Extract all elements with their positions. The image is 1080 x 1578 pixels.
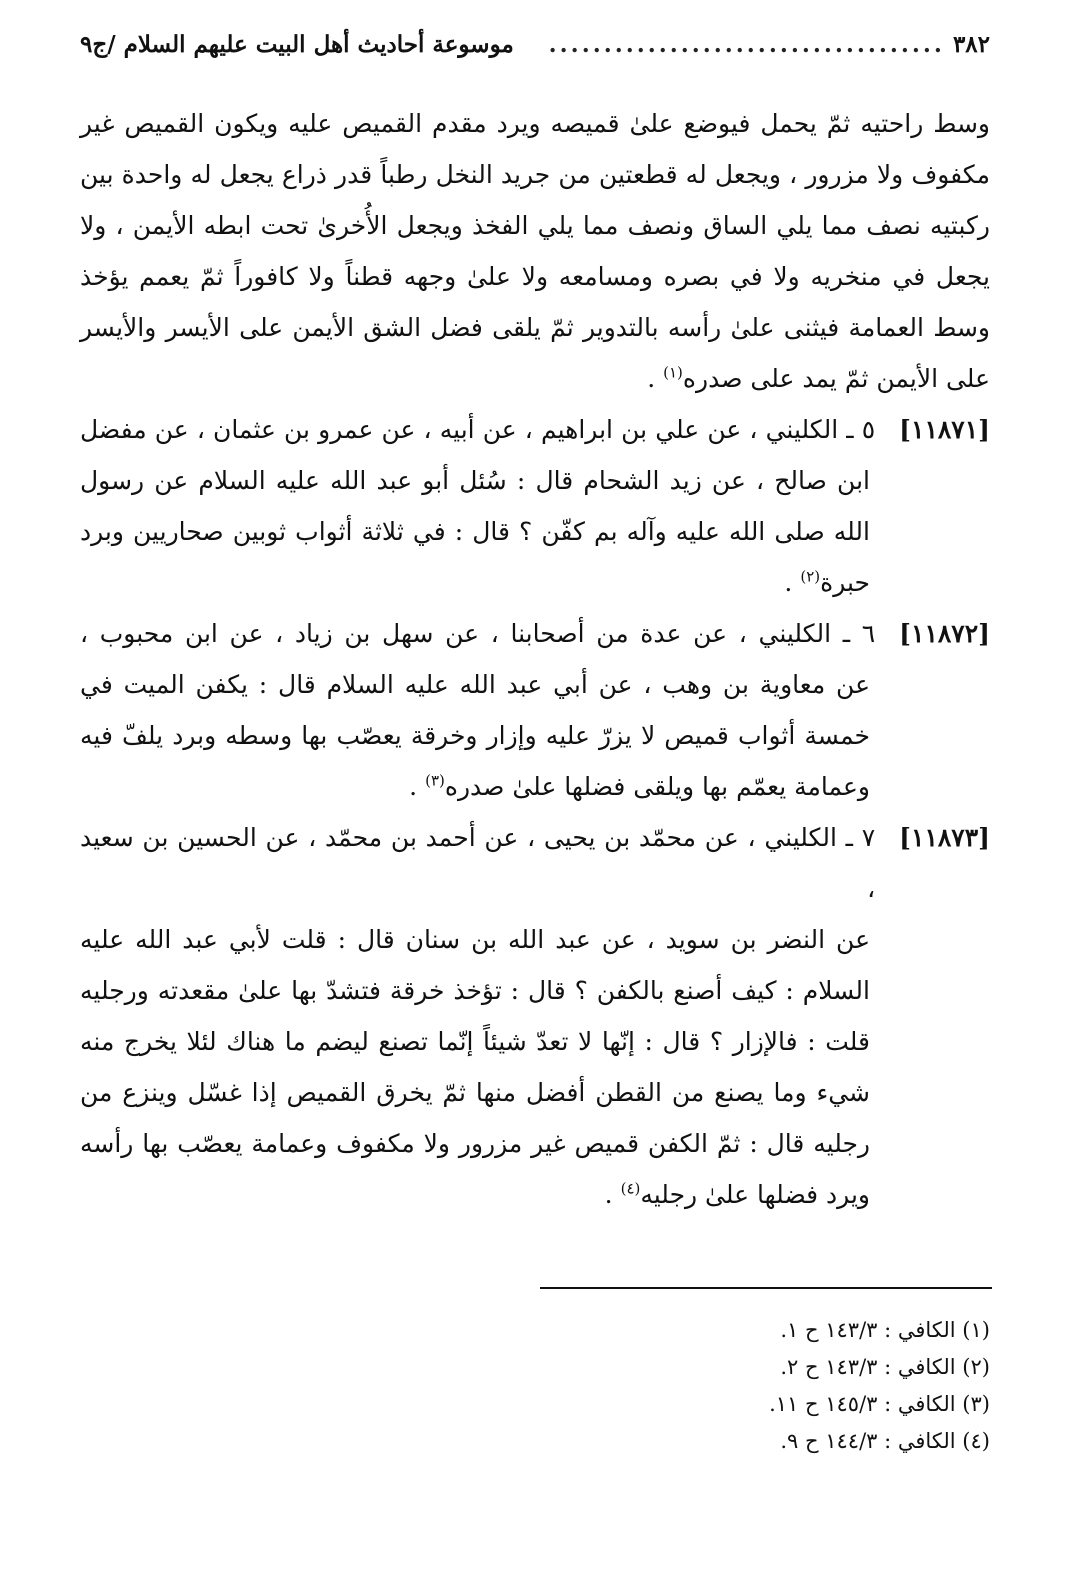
hadith-header-line xyxy=(80,608,990,659)
hadith-chain: ٥ ـ الكليني ، عن علي بن ابراهيم ، عن أبيه ، عن عمرو بن عثمان ، عن مفضل xyxy=(80,415,876,444)
hadith-text: عن النضر بن سويد ، عن عبد الله بن سنان قال : قلت لأبي عبد الله عليه السلام : كيف أصنع بالكفن ؟ قال : تؤخذ خرقة فتشدّ بها علىٰ مقعدته ورجليه قلت : فالإزار ؟ قال : إنّها لا تعدّ شيئاً إنّما تصنع ليضم ما هناك لئلا يخرج منه شيء وما يصنع من القطن أفضل منها ثمّ يخرق القميص إذا غسّل وينزع من رجليه قال : ثمّ الكفن قميص غير مزرور ولا مكفوف وعمامة يعصّب بها رأسه ويرد فضلها علىٰ رجليه xyxy=(80,925,870,1209)
hadith-number: [١١٨٧١] xyxy=(899,415,990,444)
hadith-entry xyxy=(80,404,990,608)
page-number: ٣٨٢ xyxy=(952,30,990,58)
footnote: (٤) الكافي : ١٤٤/٣ ح ٩. xyxy=(780,1429,990,1453)
continued-paragraph xyxy=(80,98,990,404)
hadith-entry xyxy=(80,608,990,812)
hadith-end: . xyxy=(409,772,418,801)
footnote-separator xyxy=(540,1287,992,1289)
hadith-chain: ٦ ـ الكليني ، عن عدة من أصحابنا ، عن سهل بن زياد ، عن ابن محبوب ، xyxy=(80,619,876,648)
hadith-entry xyxy=(80,812,990,1220)
footnotes xyxy=(80,1312,990,1460)
hadith-chain: ٧ ـ الكليني ، عن محمّد بن يحيى ، عن أحمد بن محمّد ، عن الحسين بن سعيد ، xyxy=(80,823,876,903)
hadith-body xyxy=(80,659,990,812)
hadith-number: [١١٨٧٢] xyxy=(899,619,990,648)
running-header xyxy=(80,24,990,64)
hadith-text: عن معاوية بن وهب ، عن أبي عبد الله عليه السلام قال : يكفن الميت في خمسة أثواب قميص لا يزرّ عليه وإزار وخرقة يعصّب بها وسطه وبرد يلفّ فيه وعمامة يعمّم بها ويلقى فضلها علىٰ صدره xyxy=(80,670,870,801)
hadith-body xyxy=(80,914,990,1220)
hadith-body xyxy=(80,455,990,608)
hadith-end: . xyxy=(784,568,793,597)
hadith-text: ابن صالح ، عن زيد الشحام قال : سُئل أبو عبد الله عليه السلام عن رسول الله صلى الله عليه وآله بم كفّن ؟ قال : في ثلاثة أثواب ثوبين صحاريين وبرد حبرة xyxy=(80,466,870,597)
footnote-reference: (١) xyxy=(663,363,683,382)
main-text xyxy=(80,98,990,1220)
paragraph-end: . xyxy=(647,364,656,393)
footnote-reference: (٣) xyxy=(425,771,445,790)
hadith-number: [١١٨٧٣] xyxy=(899,823,990,852)
footnote: (١) الكافي : ١٤٣/٣ ح ١. xyxy=(780,1318,990,1342)
hadith-end: . xyxy=(604,1180,613,1209)
footnote-reference: (٤) xyxy=(620,1179,641,1198)
paragraph-text: وسط راحتيه ثمّ يحمل فيوضع علىٰ قميصه ويرد مقدم القميص عليه ويكون القميص غير مكفوف ولا مزرور ، ويجعل له قطعتين من جريد النخل رطباً قدر ذراع يجعل له واحدة بين ركبتيه نصف مما يلي الساق ونصف مما يلي الفخذ ويجعل الأُخرىٰ تحت ابطه الأيمن ، ولا يجعل في منخريه ولا في بصره ومسامعه ولا علىٰ وجهه قطناً ولا كافوراً ثمّ يعمم يؤخذ وسط العمامة فيثنى علىٰ رأسه بالتدوير ثمّ يلقى فضل الشق الأيمن على الأيسر والأيسر على الأيمن ثمّ يمد على صدره xyxy=(80,109,990,393)
hadith-header-line xyxy=(80,812,990,914)
footnote-reference: (٢) xyxy=(800,567,821,586)
book-title: موسوعة أحاديث أهل البيت عليهم السلام /ج٩ xyxy=(80,30,514,58)
hadith-header-line xyxy=(80,404,990,455)
footnote: (٢) الكافي : ١٤٣/٣ ح ٢. xyxy=(780,1355,990,1379)
footnote: (٣) الكافي : ١٤٥/٣ ح ١١. xyxy=(769,1392,990,1416)
header-leader-dots: .................................... xyxy=(548,30,945,58)
